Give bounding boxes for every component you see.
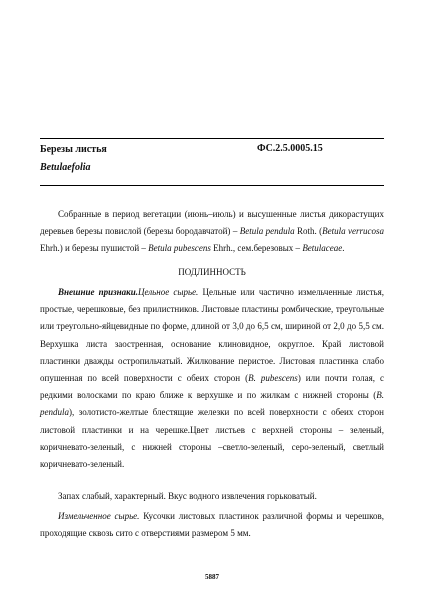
- intro-text-4: Ehrh., сем.березовых –: [210, 243, 303, 254]
- section-heading: ПОДЛИННОСТЬ: [178, 267, 246, 277]
- crushed-material-label: Измельченное сырье.: [58, 511, 140, 521]
- page-number: 5887: [205, 573, 219, 581]
- species-name: Betula pendula: [239, 226, 295, 237]
- species-name: Betula verrucosa: [322, 226, 384, 237]
- intro-text-5: .: [342, 243, 345, 254]
- external-text-2: ) или почти голая, с редкими волосками по краю ближе к верхушке и по жилкам с нижней стороны (: [40, 373, 384, 401]
- crushed-material-text: Кусочки листовых пластинок различной формы и черешков, проходящие сквозь сито с отверстиями размером 5 мм.: [40, 511, 384, 539]
- species-name: B. pendula: [40, 390, 384, 418]
- intro-text-2: Roth. (: [294, 226, 323, 237]
- monograph-code: ФС.2.5.0005.15: [257, 143, 323, 154]
- external-text-1: Цельные или частично измельченные листья, простые, черешковые, без прилистников. Листовые пластины ромбические, треугольные или треугольно-яйцевидные по форме, длиной от 3,0 до 6,5 см, шириной от 2,0 до 5,5 см. Верхушка листа заостренная, основание клиновидное, округлое. Край листовой пластинки дважды остропильчатый. Жилкование перистое. Листовая пластинка слабо опушенная по всей поверхности с обеих сторон (: [40, 287, 384, 384]
- intro-text-3: Ehrh.) и березы пушистой –: [40, 243, 149, 254]
- smell-taste-paragraph: [40, 488, 384, 505]
- family-name: Betulaceae: [302, 243, 343, 254]
- monograph-title: [40, 143, 107, 174]
- whole-material-label: Цельное сырье.: [137, 287, 199, 297]
- external-features-label: Внешние признаки.: [58, 287, 138, 297]
- smell-taste-text: Запах слабый, характерный. Вкус водного извлечения горьковатый.: [58, 491, 317, 501]
- title-russian: Березы листья: [40, 144, 107, 155]
- species-name: Betula pubescens: [148, 243, 211, 254]
- bottom-rule: [40, 185, 384, 186]
- external-features-paragraph: [40, 284, 384, 473]
- crushed-material-paragraph: [40, 508, 384, 542]
- intro-text-1: Собранные в период вегетации (июнь–июль) и высушенные листья дикорастущих деревьев березы повислой (березы бородавчатой) –: [40, 209, 384, 237]
- title-latin: Betulaefolia: [40, 162, 91, 173]
- species-name: B. pubescens: [248, 373, 298, 384]
- top-rule: [40, 138, 384, 139]
- intro-paragraph: [40, 206, 384, 258]
- external-text-3: ), золотисто-желтые блестящие железки по всей поверхности с обеих сторон листовой пластинки и на черешке.Цвет листьев с верхней стороны – зеленый, коричневато-зеленый, с нижней стороны –светло-зеленый, серо-зеленый, светлый коричневато-зеленый.: [40, 407, 384, 470]
